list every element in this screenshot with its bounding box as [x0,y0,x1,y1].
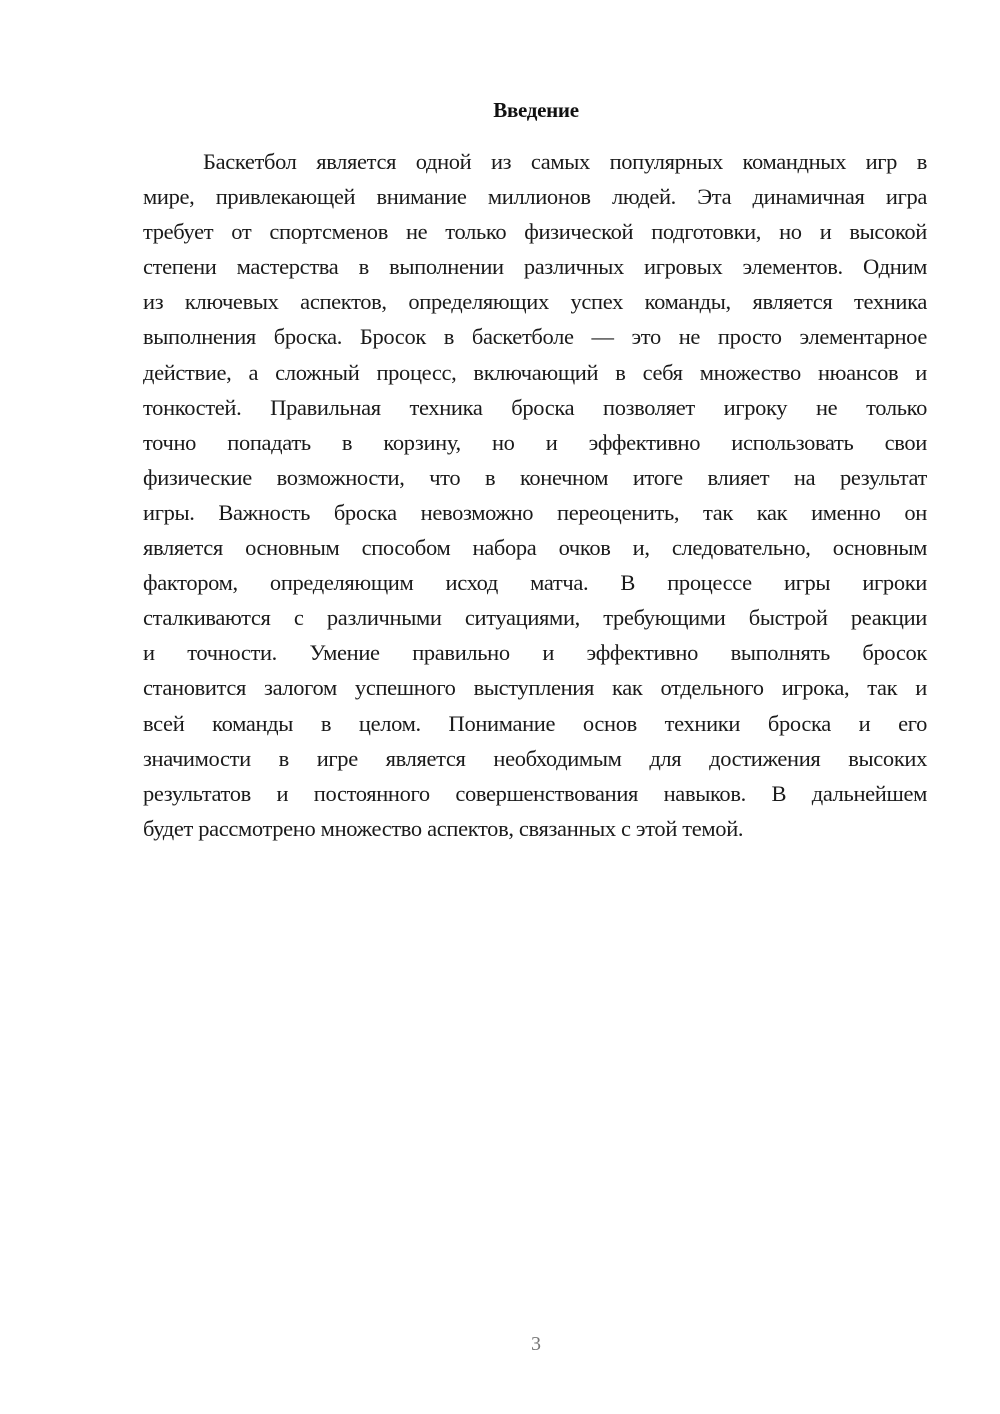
paragraph-line: значимости в игре является необходимым для достижения высоких [143,745,927,771]
paragraph-line: будет рассмотрено множество аспектов, связанных с этой темой. [143,815,744,841]
paragraph-line: сталкиваются с различными ситуациями, требующими быстрой реакции [143,605,927,631]
paragraph-line: тонкостей. Правильная техника броска позволяет игроку не только [143,394,927,420]
paragraph-line: является основным способом набора очков и, следовательно, основным [143,535,927,561]
paragraph-line: Баскетбол является одной из самых популярных командных игр в [203,149,927,174]
paragraph-line: точно попадать в корзину, но и эффективно использовать свои [143,429,927,455]
paragraph-line: становится залогом успешного выступления как отдельного игрока, так и [143,675,927,701]
paragraph-line: мире, привлекающей внимание миллионов людей. Эта динамичная игра [143,184,927,210]
paragraph-line: действие, а сложный процесс, включающий в себя множество нюансов и [143,359,927,385]
paragraph-line: результатов и постоянного совершенствования навыков. В дальнейшем [143,780,927,806]
introduction-paragraph [143,144,927,846]
paragraph-line: и точности. Умение правильно и эффективно выполнять бросок [143,640,927,666]
paragraph-line: фактором, определяющим исход матча. В процессе игры игроки [143,570,927,596]
paragraph-line: физические возможности, что в конечном итоге влияет на результат [143,464,927,490]
paragraph-line: всей команды в целом. Понимание основ техники броска и его [143,710,927,736]
paragraph-line: требует от спортсменов не только физической подготовки, но и высокой [143,219,927,245]
page-number: 3 [531,1333,541,1355]
section-heading: Введение [493,98,579,122]
paragraph-line: степени мастерства в выполнении различных игровых элементов. Одним [143,254,927,280]
paragraph-line: из ключевых аспектов, определяющих успех команды, является техника [143,289,927,315]
paragraph-line: выполнения броска. Бросок в баскетболе — это не просто элементарное [143,324,927,350]
paragraph-line: игры. Важность броска невозможно переоценить, так как именно он [143,499,927,525]
